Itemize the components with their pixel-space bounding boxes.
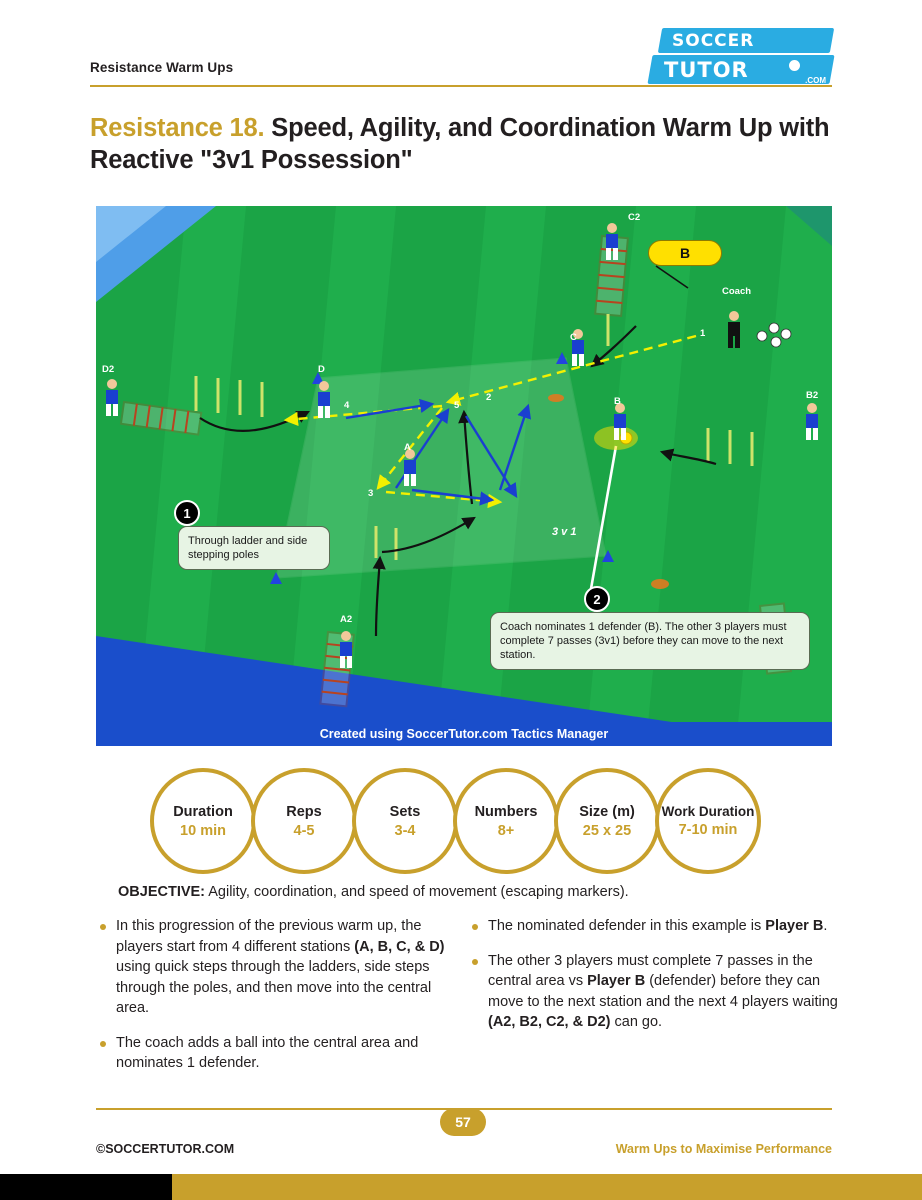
pass-number-1: 1: [700, 328, 706, 339]
stat-sets-value: 3-4: [394, 822, 416, 839]
stat-sets-label: Sets: [389, 803, 421, 820]
stats-row: [150, 768, 780, 874]
objective: [118, 884, 838, 900]
station-label-d2: D2: [102, 364, 115, 375]
bullet-left-1-post: using quick steps through the ladders, side steps through the poles, and then move into the central area.: [116, 959, 432, 1016]
page-number: 57: [440, 1108, 486, 1136]
pass-number-5: 5: [454, 400, 460, 411]
bullet-right-1-pre: The nominated defender in this example is: [488, 918, 766, 934]
bullet-right-2-post: (defender) before they can move to the next station and the next 4 players waiting: [488, 973, 838, 1010]
pass-number-3: 3: [368, 488, 374, 499]
bullet-left-1-pre: In this progression of the previous warm up, the players start from 4 different stations: [116, 918, 422, 955]
bullet-right-2-post2: can go.: [610, 1014, 663, 1030]
station-label-b: B: [614, 396, 621, 407]
objective-label: OBJECTIVE:: [118, 884, 206, 900]
bullet-right-1-post: .: [823, 918, 828, 934]
logo-word-soccer: SOCCER: [672, 31, 755, 51]
stat-numbers: [453, 768, 559, 874]
callout-badge-1: 1: [174, 500, 200, 526]
footer-black-bar: [0, 1174, 172, 1200]
station-label-a2: A2: [340, 614, 353, 625]
pass-number-4: 4: [344, 400, 350, 411]
stat-work-duration: [655, 768, 761, 874]
bullet-right-2-pre: The other 3 players must complete 7 passes in the central area vs: [488, 952, 813, 989]
bullet-left-1: [96, 916, 466, 1019]
stat-reps: [251, 768, 357, 874]
header-divider: [90, 85, 832, 87]
stat-reps-value: 4-5: [293, 822, 315, 839]
zone-label: 3 v 1: [552, 526, 577, 538]
diagram-credit: Created using SoccerTutor.com Tactics Manager: [96, 722, 832, 746]
bullet-left-2: [96, 1033, 466, 1074]
bullet-left-2-pre: The coach adds a ball into the central area and nominates 1 defender.: [116, 1034, 419, 1071]
page-title-text: Speed, Agility, and Coordination Warm Up with Reactive "3v1 Possession": [90, 114, 830, 174]
page-title-number: Resistance 18.: [90, 114, 265, 142]
stat-size-value: 25 x 25: [582, 822, 632, 839]
defender-tag-b: B: [648, 240, 722, 266]
stat-numbers-label: Numbers: [474, 803, 538, 820]
callout-text-2: Coach nominates 1 defender (B). The other 3 players must complete 7 passes (3v1) before they can move to the next station.: [490, 612, 810, 670]
soccertutor-logo: [650, 28, 832, 84]
pass-number-2: 2: [486, 392, 492, 403]
stat-work-duration-label: Work Duration: [661, 804, 755, 819]
stat-size-label: Size (m): [579, 803, 635, 820]
callout-text-1: Through ladder and side stepping poles: [178, 526, 330, 570]
station-label-b2: B2: [806, 390, 819, 401]
station-label-d: D: [318, 364, 325, 375]
bullet-right-1: [468, 916, 838, 937]
soccer-ball-icon: [787, 58, 802, 73]
station-label-c: C: [570, 332, 577, 343]
footer-book-title: Warm Ups to Maximise Performance: [615, 1142, 832, 1156]
bullet-right-2: [468, 951, 838, 1033]
bullets-left-column: [96, 916, 466, 1088]
tactics-diagram: [96, 206, 832, 746]
station-label-c2: C2: [628, 212, 641, 223]
objective-text: Agility, coordination, and speed of movement (escaping markers).: [205, 884, 629, 900]
station-label-a: A: [404, 442, 411, 453]
bullets-right-column: [468, 916, 838, 1047]
coach-label: Coach: [722, 286, 752, 297]
logo-word-tutor: TUTOR: [664, 58, 749, 82]
stat-size: [554, 768, 660, 874]
bullet-right-2-bold: Player B: [587, 973, 646, 989]
callout-badge-2: 2: [584, 586, 610, 612]
bullet-right-2-bold2: (A2, B2, C2, & D2): [488, 1014, 611, 1030]
stat-duration-value: 10 min: [180, 822, 226, 839]
stat-numbers-value: 8+: [497, 822, 515, 839]
stat-duration: [150, 768, 256, 874]
page-title: [90, 112, 850, 176]
bullet-left-1-bold: (A, B, C, & D): [354, 938, 445, 955]
stat-sets: [352, 768, 458, 874]
bullet-right-1-bold: Player B: [765, 918, 824, 934]
footer-gold-bar: [172, 1174, 922, 1200]
stat-reps-label: Reps: [286, 803, 322, 820]
page-header: [90, 28, 832, 90]
stat-duration-label: Duration: [173, 803, 233, 820]
footer-copyright: ©SOCCERTUTOR.COM: [96, 1142, 235, 1156]
stat-work-duration-value: 7-10 min: [678, 822, 738, 838]
section-title: Resistance Warm Ups: [90, 60, 234, 75]
logo-dotcom: .COM: [805, 76, 826, 85]
